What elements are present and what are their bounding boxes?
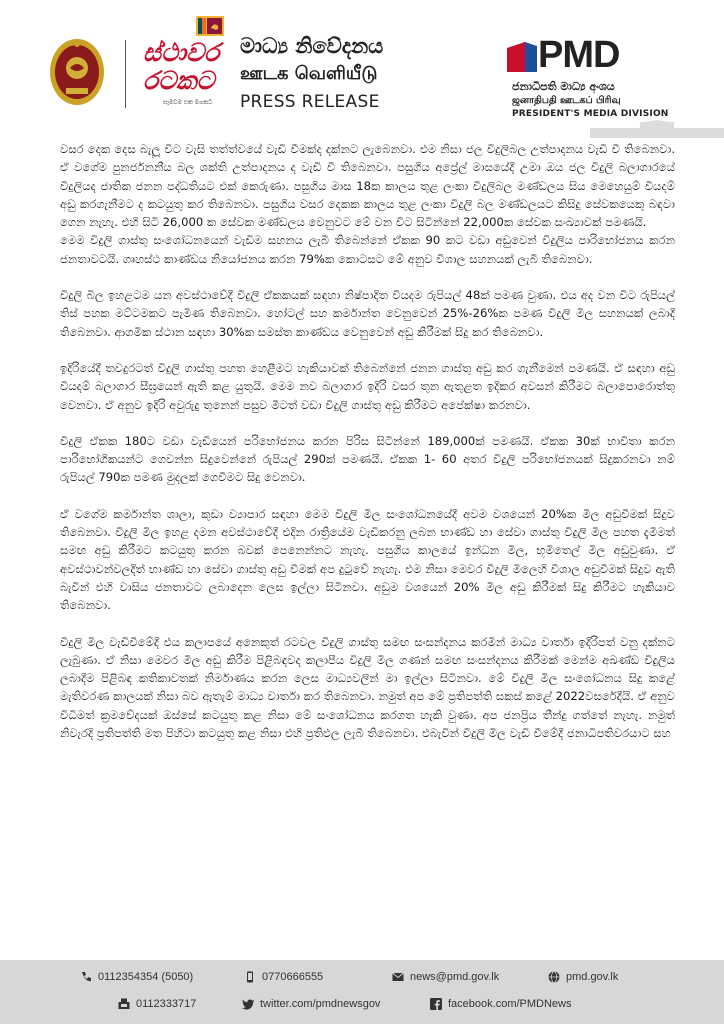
- paragraph-1: වසර දෙක දෙස බැලූ විට වැසි තත්ත්වයේ වැඩි වීමක්ද දක්නට ලැබෙනවා. එම නිසා ජල විදුලිබල උත්පාදනය වැඩි වී තිබෙනවා. ඒ වගේම පුනර්ජනනීය බල ශක්ති උත්පාදනය ද වැඩි වී තිබෙනවා. පසුගිය අප්‍රේල් මාසයේදී උමා ඔය ජල විදුලි බලාගාරයේ විදුලියද ජාතික ජනන පද්ධතියට එක් කෙරුණා. පසුගිය මාස 18ක කාලය තුළ ලංකා විදුලිබල මණ්ඩලය සිය මෙහෙයුම් වියදම් අඩු කරගැනීමට ද කටයුතු කර තිබෙනවා. පසුගිය වසර දෙකක කාලය තුළ ලංකා විදුලි බල මණ්ඩලයට කිසිදු සේවකයෙකු බඳවා ගෙන නැහැ. එහි සිටි 26,000 ක සේවක මණ්ඩලය වෙනුවට මේ වන විට සිටින්නේ 22,000ක සේවක සංඛ්‍යාවක් පමණයි. මෙම විදුලි ගාස්තු සංශෝධනයෙන් වැඩිම සහනය ලැබී තිබෙන්නේ ඒකක 90 කට වඩා අඩුවෙන් විදුලිය පාරිභෝජනය කරන ජනතාවටයි. ගෘහස්ථ කාණ්ඩය නියෝජනය කරන 79%ක කොටසට මේ අනුව විශාල සහනයක් ලැබී තිබෙනවා.: [60, 142, 675, 266]
- footer-phone: [80, 971, 193, 983]
- twitter-icon: [242, 998, 254, 1010]
- mobile-icon: [244, 971, 256, 983]
- stable-country-line2: රටකට: [143, 66, 215, 95]
- title-tamil: ஊடக வெளியீடு: [240, 63, 378, 84]
- header-divider: [125, 40, 126, 108]
- footer-website[interactable]: [548, 971, 618, 983]
- footer-facebook-text[interactable]: facebook.com/PMDNews: [448, 998, 572, 1010]
- globe-icon: [548, 971, 560, 983]
- footer-phone-text: 0112354354 (5050): [98, 971, 194, 983]
- paragraph-3: ඉදිරියේදී තවදුරටත් විදුලි ගාස්තු පහත හෙළීමට හැකියාවක් තිබෙන්නේ ජනන ගාස්තු අඩු කර ගැනීමෙන් පමණයි. ඒ සඳහා අඩු වියදම් බලාගාර සීඝ්‍රයෙන් ඇති කළ යුතුයි. මෙම නව බලාගාර ඉදිරි වසර තුන ඇතුළත ඉදිකර අවසන් කිරීමට බලාපොරොත්තු වෙනවා. ඒ අනුව ඉදිරි අවුරුදු තුනෙන් පසුව මීටත් වඩා විදුලි ගාස්තු අඩු කිරීමට අපේක්ෂා කරනවා.: [60, 360, 675, 412]
- title-sinhala: මාධ්‍ය නිවේදනය: [240, 34, 384, 58]
- contact-footer: [0, 960, 724, 1024]
- phone-icon: [80, 971, 92, 983]
- pmd-name-tamil: ஜனாதிபதி ஊடகப் பிரிவு: [512, 95, 621, 106]
- pmd-name-sinhala: ජනාධිපති මාධ්‍ය අංශය: [512, 80, 615, 93]
- footer-fax-text: 0112333717: [136, 998, 197, 1010]
- footer-website-text[interactable]: pmd.gov.lk: [566, 971, 619, 983]
- footer-email-text[interactable]: news@pmd.gov.lk: [410, 971, 500, 983]
- footer-twitter[interactable]: [242, 998, 380, 1010]
- sri-lanka-emblem-icon: [48, 36, 106, 108]
- sri-lanka-flag-icon: [196, 16, 224, 36]
- footer-mobile-text: 0770666555: [262, 971, 324, 983]
- pmd-logo-text: PMD: [538, 34, 620, 76]
- email-icon: [392, 971, 404, 983]
- footer-email[interactable]: [392, 971, 499, 983]
- stable-country-line1: ස්ථාවර: [143, 38, 220, 67]
- title-english: PRESS RELEASE: [240, 92, 380, 112]
- fax-icon: [118, 998, 130, 1010]
- paragraph-2: විදුලි බිල ඉහළටම යන අවස්ථාවේදී විදුලි ඒකකයක් සඳහා නිෂ්පාදිත වියදම රුපියල් 48ක් පමණ වුණා. එය අද වන විට රුපියල් තිස් පහක මට්ටමකට පැමිණ තිබෙනවා. හෝටල් සහ කර්මාන්ත වෙනුවෙන් 25%-26%ක පමණ විදුලි මිල සහනයක් ලබාදී තිබෙනවා. ආගමික ස්ථාන සඳහා 30%ක සමස්ත කාණ්ඩය වෙනුවෙන් අඩු කිරීමක් සිදු කර තිබෙනවා.: [60, 288, 675, 339]
- press-release-header: [0, 0, 724, 138]
- footer-mobile: [244, 971, 323, 983]
- facebook-icon: [430, 998, 442, 1010]
- building-silhouette-icon: [590, 120, 724, 138]
- paragraph-6: විදුලි මිල වැඩිවීමේදී එය කලාපයේ අනෙකුත් රටවල විදුලි ගාස්තු සමඟ සංසන්දනය කරමින් මාධ්‍ය වාර්තා ඉදිරිපත් වනු දක්නට ලැබුණා. ඒ නිසා මෙවර මිල අඩු කිරීම පිළිබඳවද කලාපීය විදුලි මිල ගණන් සමඟ සංසන්දනය කිරීමක් මෙන්ම අඛණ්ඩ විදුලිය ලබාදීම පිළිබඳ කතිකාවතක් නිර්මාණය කරන ලෙස මාධ්‍යවලින් මා ඉල්ලා සිටිනවා. මේ විදුලි මිල සංශෝධනය සිදු කළේ මැතිවරණ කාලයක් නිසා බව ඇතැම් මාධ්‍ය වාර්තා කර තිබෙනවා. නමුත් අප මේ ප්‍රතිපත්ති සකස් කළේ 2022වසරේදීයි. ඒ අනුව විධිමත් ක්‍රමවේදයක් ඔස්සේ කටයුතු කළ නිසා මේ සංශෝධනය කරගත හැකි වුණා. අප ජනප්‍රිය තීන්දු ගත්තේ නැහැ. නමුත් නිවැරදි ප්‍රතිපත්ති මත පිහිටා කටයුතු කළ නිසා එහි ප්‍රතිඵල ලැබී තිබෙනවා. එබැවින් විදුලි මිල වැඩි වීමේදී ජනාධිපතිවරයාට සහ: [60, 634, 675, 741]
- paragraph-5: ඒ වගේම කර්මාන්ත ශාලා, කුඩා ව්‍යාපාර සඳහා මෙම විදුලි මිල සංශෝධනයේදී අවම වශයෙන් 20%ක මිල අඩුවීමක් සිදුව තිබෙනවා. විදුලි මිල ඉහළ දමන අවස්ථාවේදී එදින රාත්‍රියේම වැඩිකරනු ලබන භාණ්ඩ හා සේවා ගාස්තු විදුලි මිල පහත දැමීමත් සමඟ අඩු කිරීමට කටයුතු කරන බවක් පෙනෙන්නට නැහැ. පසුගිය කාලයේ ඉන්ධන මිල, භූමිතෙල් මිල අඩුවුණා. ඒ අවස්ථාවන්වලදීත් භාණ්ඩ හා සේවා ගාස්තු අඩු වීමක් අප දුටුවේ නැහැ. එම නිසා මෙවර විදුලි මිලෙහි විශාල අඩුවීමක් සිදුව ඇති බැවින් එහි වාසිය ජනතාවට ලබාදෙන ලෙස ඉල්ලා සිටිනවා. අඩුම වශයෙන් 20% මිල අඩු කිරීමක් සිදු කිරීමට හැකියාව තිබෙනවා.: [60, 506, 675, 613]
- pmd-name-english: PRESIDENT'S MEDIA DIVISION: [512, 109, 669, 119]
- press-release-body: [60, 140, 675, 742]
- footer-facebook[interactable]: [430, 998, 572, 1010]
- stable-country-tagline: සෑමවම එක මගකට: [163, 99, 213, 106]
- paragraph-4: විදුලි ඒකක 180ට වඩා වැඩියෙන් පරිභෝජනය කරන පිරිස සිටින්නේ 189,000ක් පමණයි. ඒකක 30ක් භාවිතා කරන පාරිභෝගිකයන්ට ගෙවන්න සිදුවෙන්නේ රුපියල් 290ක් පමණයි. ඒකක 1- 60 අතර විදුලි පරිභෝජනයක් සිදුකරනවා නම් රුපියල් 790ක පමණ මුදලක් ගෙවීමට සිදු වෙනවා.: [60, 433, 675, 485]
- footer-twitter-text[interactable]: twitter.com/pmdnewsgov: [260, 998, 381, 1010]
- pmd-logo-mark-icon: [507, 42, 537, 72]
- footer-fax: [118, 998, 196, 1010]
